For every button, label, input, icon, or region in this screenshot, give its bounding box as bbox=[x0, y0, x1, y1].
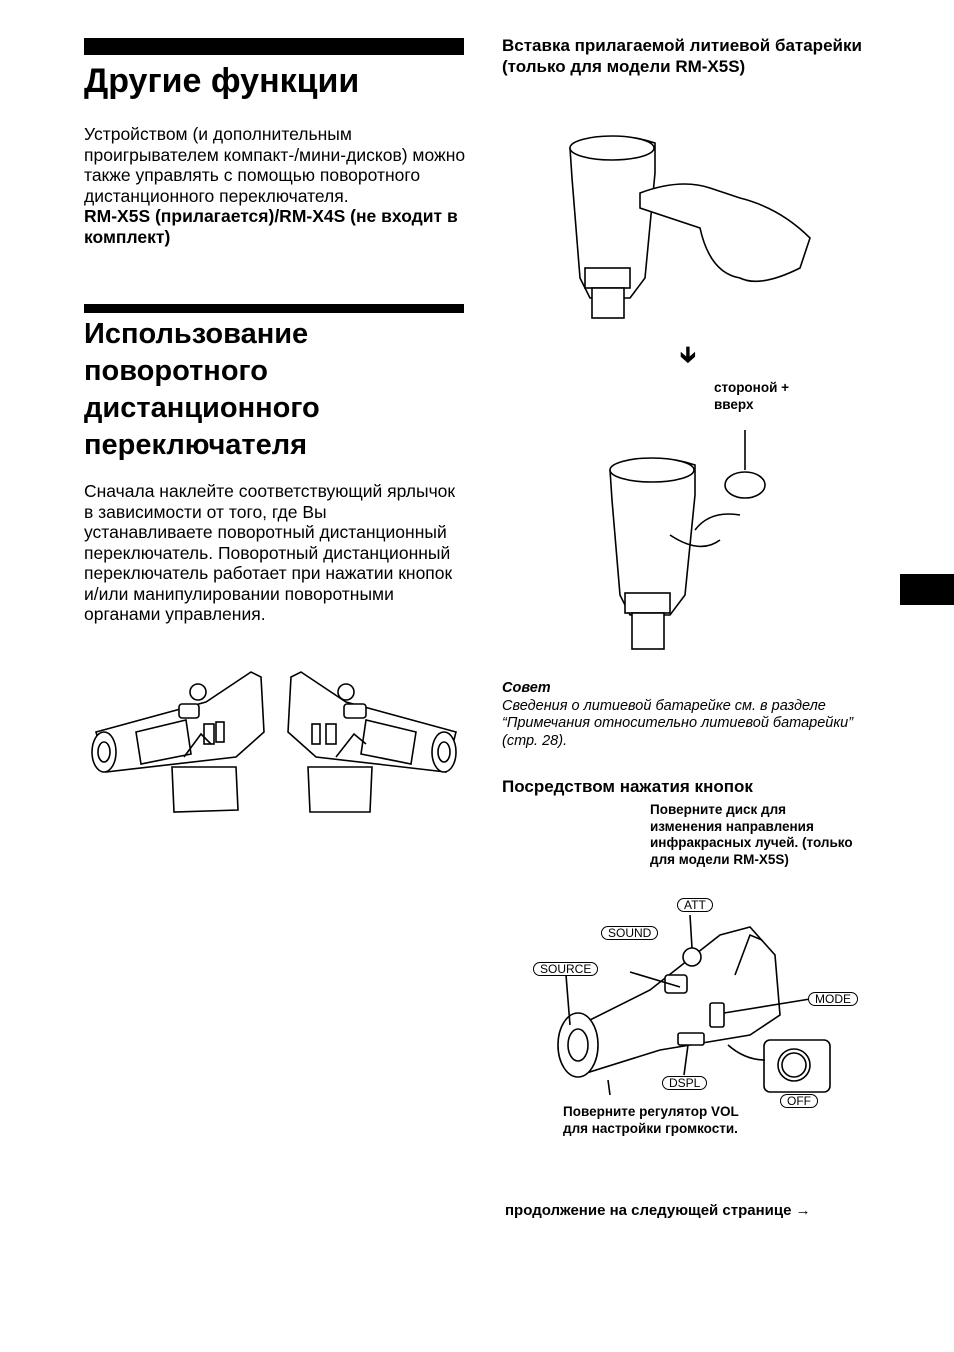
continued-note: продолжение на следующей странице → bbox=[505, 1202, 811, 1219]
att-button-label: ATT bbox=[677, 898, 713, 912]
model-note: RM-X5S (прилагается)/RM-X4S (не входит в комплект) bbox=[84, 206, 458, 247]
source-button-label: SOURCE bbox=[533, 962, 598, 976]
title-line-2: поворотного bbox=[84, 355, 268, 387]
dspl-button-label: DSPL bbox=[662, 1076, 707, 1090]
battery-cover-illustration bbox=[560, 128, 820, 328]
intro-paragraph bbox=[84, 124, 469, 247]
sound-button-label: SOUND bbox=[601, 926, 658, 940]
title-line-4: переключателя bbox=[84, 429, 308, 461]
tip-text: Сведения о литиевой батарейке см. в разделе “Примечания относительно литиевой батарейки” (стр. 28). bbox=[502, 697, 854, 749]
off-button-label: OFF bbox=[780, 1094, 818, 1108]
mode-button-label: MODE bbox=[808, 992, 858, 1006]
label-sticker-illustration bbox=[86, 662, 466, 822]
section-title-rotary-commander bbox=[84, 316, 474, 464]
commander-diagram bbox=[550, 915, 840, 1095]
dial-note: Поверните диск для изменения направления инфракрасных лучей. (только для модели RM-X5S) bbox=[650, 802, 853, 867]
title-line-3: дистанционного bbox=[84, 392, 320, 424]
section-rule-top bbox=[84, 38, 464, 55]
intro-text: Устройством (и дополнительным проигрывателем компакт-/мини-дисков) можно также управлять с помощью поворотного дистанционного переключателя. bbox=[84, 124, 466, 206]
sticker-paragraph: Сначала наклейте соответствующий ярлычок в зависимости от того, где Вы устанавливаете поворотный дистанционный переключатель. Поворотный дистанционный переключатель работает при нажатии кнопок и/или манипулировании поворотными органами управления. bbox=[84, 481, 456, 624]
tip-block bbox=[502, 680, 887, 750]
down-arrow-icon: 🡳 bbox=[680, 342, 696, 367]
title-line-1: Использование bbox=[84, 318, 309, 350]
battery-heading: Вставка прилагаемой литиевой батарейки (только для модели RM-X5S) bbox=[502, 36, 862, 76]
buttons-heading: Посредством нажатия кнопок bbox=[502, 777, 753, 796]
battery-orientation-label: стороной + вверх bbox=[714, 380, 790, 412]
section-title-other-functions: Другие функции bbox=[84, 62, 360, 100]
section-rule-2 bbox=[84, 304, 464, 313]
battery-insert-illustration bbox=[600, 425, 780, 655]
volume-note: Поверните регулятор VOL для настройки громкости. bbox=[563, 1104, 739, 1136]
page-tab-marker bbox=[900, 574, 954, 605]
tip-title: Совет bbox=[502, 680, 551, 696]
